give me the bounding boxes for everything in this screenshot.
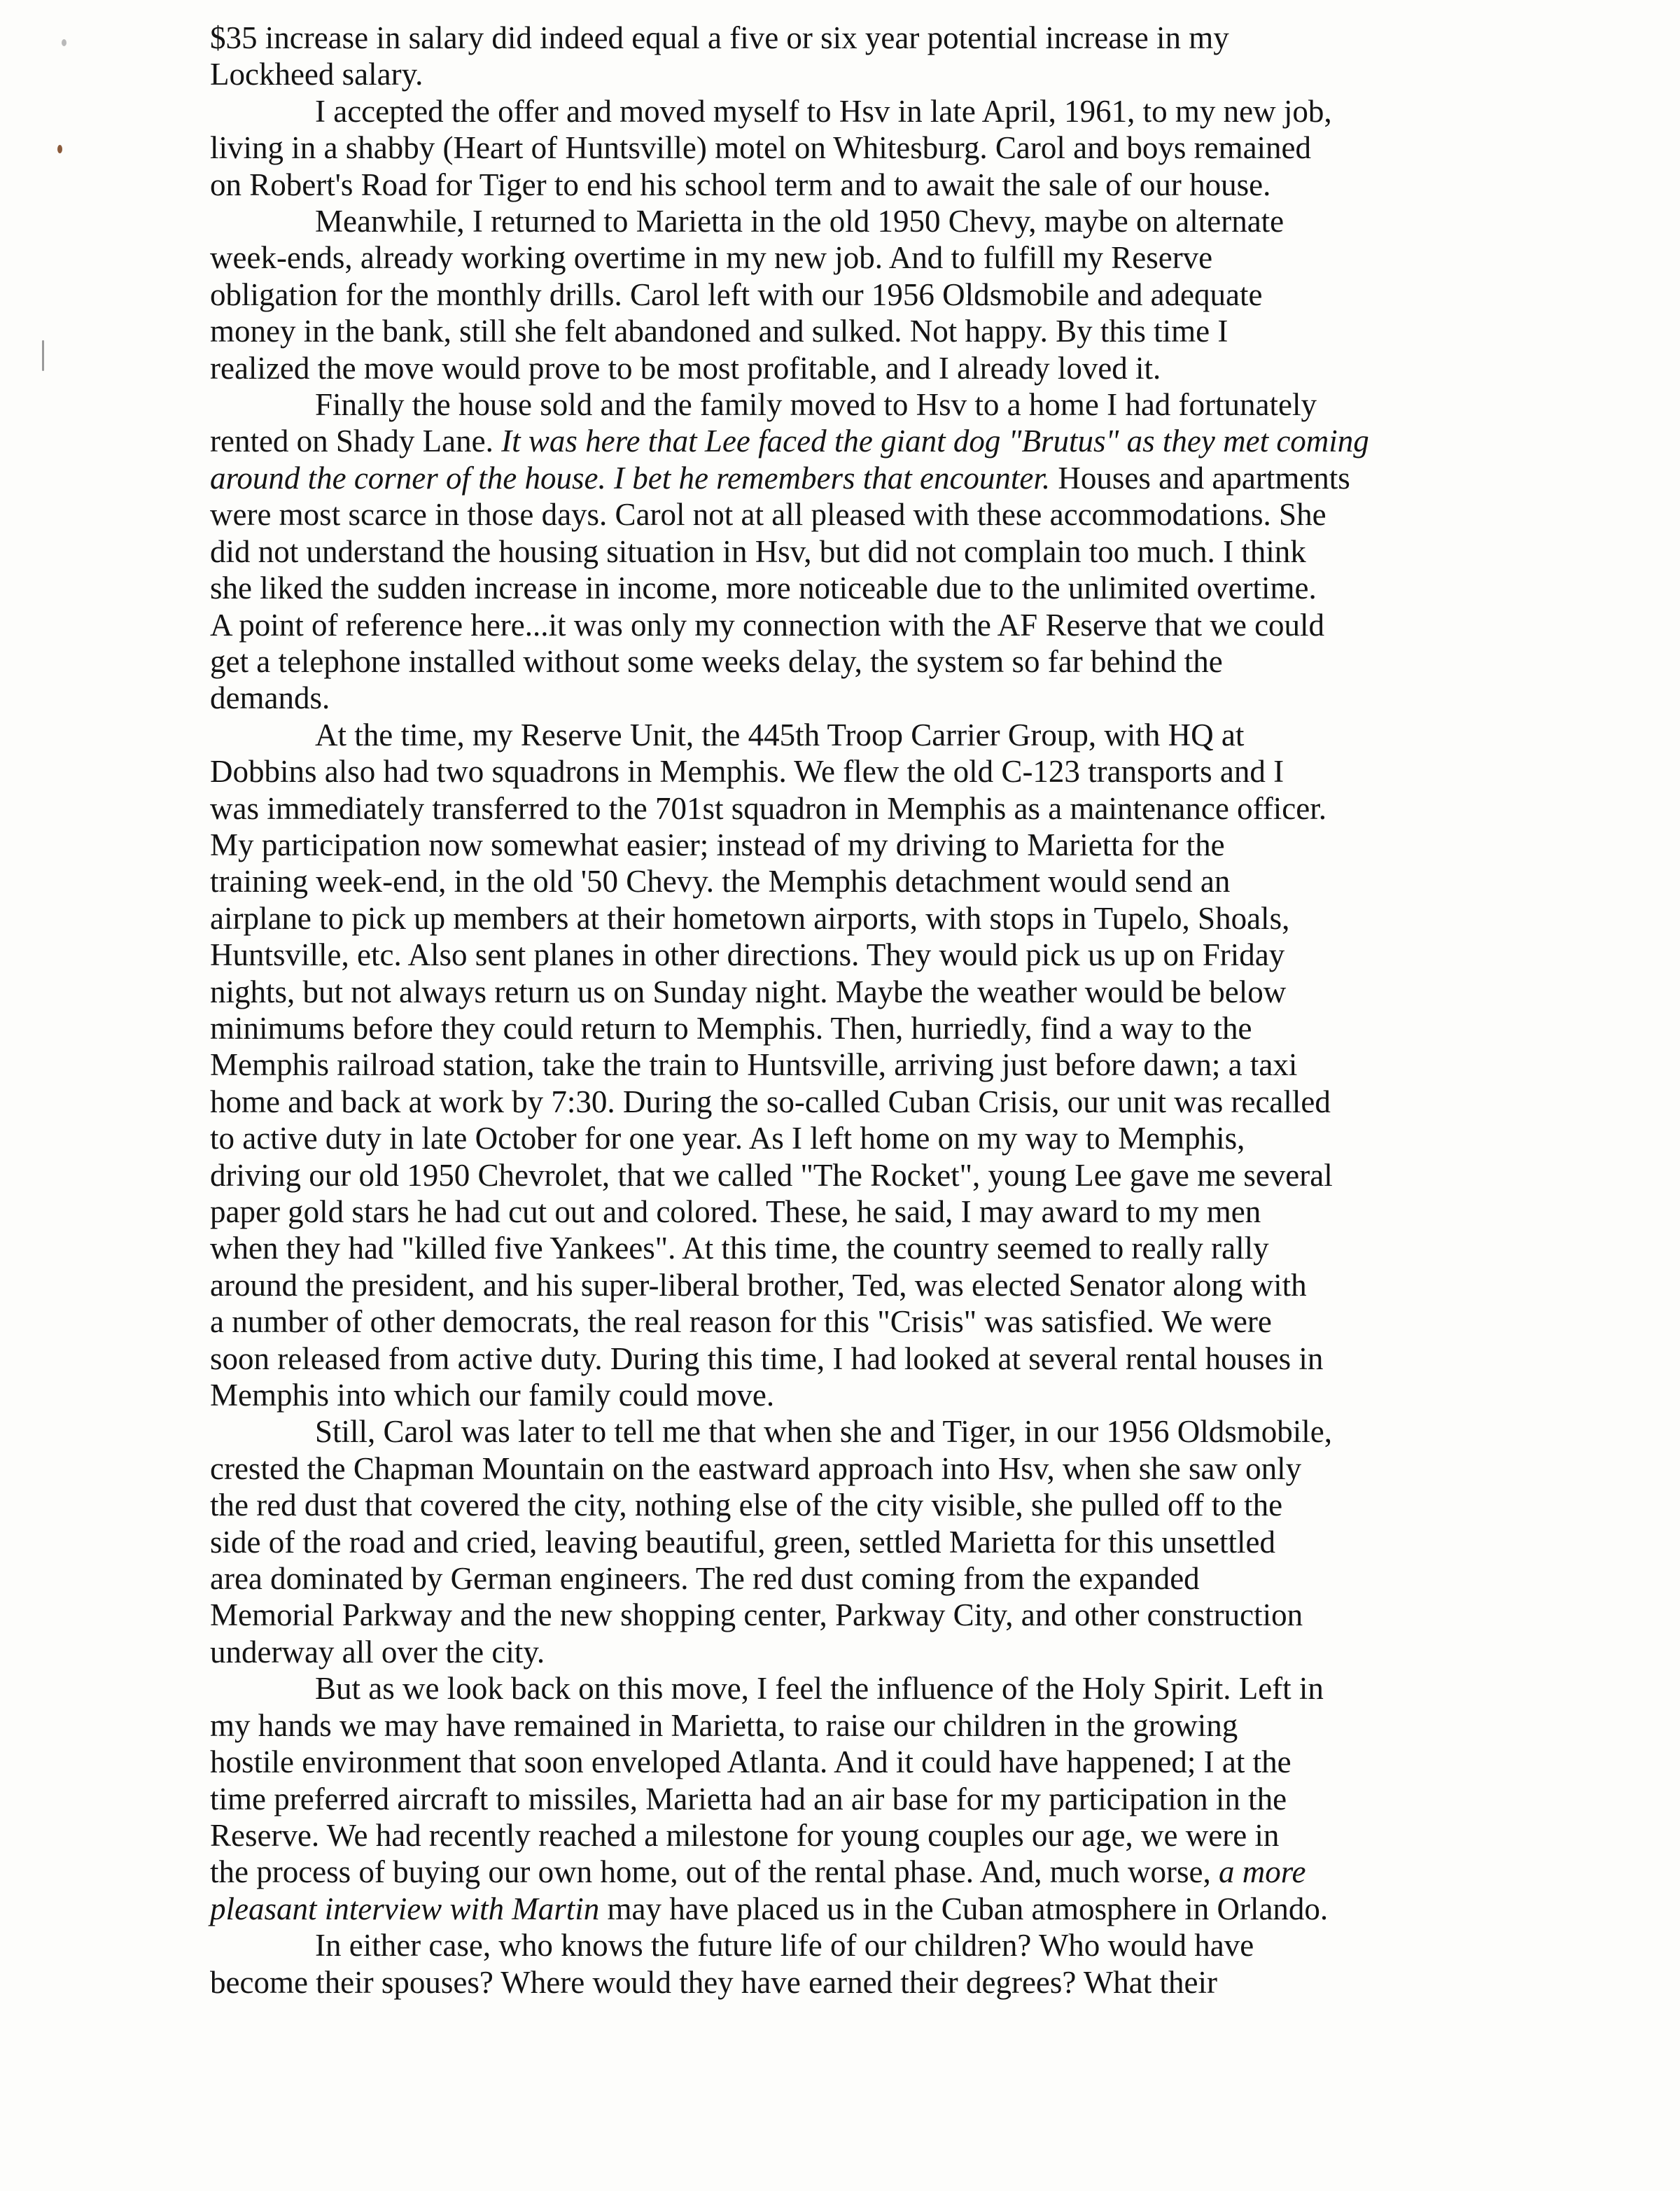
text-line: airplane to pick up members at their hometown airports, with stops in Tupelo, Shoals, [210,900,1290,936]
text-line: Still, Carol was later to tell me that when she and Tiger, in our 1956 Oldsmobile, [315,1414,1333,1450]
text-line: driving our old 1950 Chevrolet, that we called "The Rocket", young Lee gave me several [210,1157,1333,1193]
paragraph [210,1927,1526,2001]
text-line: paper gold stars he had cut out and colored. These, he said, I may award to my men [210,1194,1261,1229]
text-line: Memorial Parkway and the new shopping center, Parkway City, and other construction [210,1597,1303,1633]
page-speck [62,39,66,46]
paragraph [210,386,1526,717]
italic-aside: pleasant interview with Martin [210,1891,600,1926]
text-line: she liked the sudden increase in income, more noticeable due to the unlimited overtime. [210,570,1317,606]
paragraph [210,93,1526,203]
text-line: may have placed us in the Cuban atmosphere in Orlando. [607,1891,1329,1926]
text-line: training week-end, in the old '50 Chevy. the Memphis detachment would send an [210,864,1231,899]
text-line: obligation for the monthly drills. Carol left with our 1956 Oldsmobile and adequate [210,276,1263,312]
page-speck [57,145,62,153]
text-line: become their spouses? Where would they have earned their degrees? What their [210,1964,1217,2000]
text-line: on Robert's Road for Tiger to end his school term and to await the sale of our house. [210,167,1271,202]
text-line: my hands we may have remained in Marietta, to raise our children in the growing [210,1707,1238,1743]
text-line: Lockheed salary. [210,57,424,92]
text-line: Meanwhile, I returned to Marietta in the old 1950 Chevy, maybe on alternate [315,204,1284,239]
text-line: At the time, my Reserve Unit, the 445th Troop Carrier Group, with HQ at [315,717,1245,752]
text-line: minimums before they could return to Memphis. Then, hurriedly, find a way to the [210,1010,1252,1046]
text-line: did not understand the housing situation in Hsv, but did not complain too much. I think [210,533,1306,569]
text-line: A point of reference here...it was only my connection with the AF Reserve that we could [210,607,1325,643]
text-line: a number of other democrats, the real reason for this "Crisis" was satisfied. We were [210,1304,1272,1340]
text-line: Memphis railroad station, take the train to Huntsville, arriving just before dawn; a taxi [210,1047,1298,1083]
text-line: Houses and apartments [1058,460,1350,496]
page-speck [42,340,44,371]
paragraph [210,20,1526,93]
paragraph [210,203,1526,386]
text-line: I accepted the offer and moved myself to Hsv in late April, 1961, to my new job, [315,93,1332,129]
text-line: the process of buying our own home, out of the rental phase. And, much worse, [210,1854,1211,1890]
text-line: But as we look back on this move, I feel the influence of the Holy Spirit. Left in [315,1671,1324,1707]
text-line: get a telephone installed without some weeks delay, the system so far behind the [210,643,1223,679]
text-line: Huntsville, etc. Also sent planes in other directions. They would pick us up on Friday [210,937,1285,973]
paragraph [210,1670,1526,1927]
text-line: money in the bank, still she felt abandoned and sulked. Not happy. By this time I [210,314,1228,349]
paragraph [210,1413,1526,1670]
paragraph [210,717,1526,1414]
body-text [210,20,1526,2001]
italic-aside: around the corner of the house. I bet he remembers that encounter. [210,460,1051,496]
text-line: soon released from active duty. During this time, I had looked at several rental houses in [210,1340,1324,1376]
text-line: living in a shabby (Heart of Huntsville) motel on Whitesburg. Carol and boys remained [210,130,1312,166]
text-line: rented on Shady Lane. [210,424,493,459]
text-line: In either case, who knows the future life of our children? Who would have [315,1928,1254,1963]
text-line: to active duty in late October for one year. As I left home on my way to Memphis, [210,1121,1245,1156]
italic-aside: It was here that Lee faced the giant dog "Brutus" as they met coming [501,424,1369,459]
italic-aside: a more [1218,1854,1306,1890]
text-line: My participation now somewhat easier; instead of my driving to Marietta for the [210,827,1225,862]
text-line: home and back at work by 7:30. During the so-called Cuban Crisis, our unit was recalled [210,1084,1331,1119]
text-line: around the president, and his super-liberal brother, Ted, was elected Senator along with [210,1267,1307,1303]
text-line: Reserve. We had recently reached a milestone for young couples our age, we were in [210,1817,1280,1853]
text-line: demands. [210,680,330,716]
text-line: week-ends, already working overtime in my new job. And to fulfill my Reserve [210,240,1213,276]
text-line: Memphis into which our family could move. [210,1378,775,1413]
text-line: $35 increase in salary did indeed equal a five or six year potential increase in my [210,20,1229,55]
text-line: realized the move would prove to be most profitable, and I already loved it. [210,350,1161,386]
text-line: Finally the house sold and the family moved to Hsv to a home I had fortunately [315,387,1317,423]
text-line: side of the road and cried, leaving beautiful, green, settled Marietta for this unsettled [210,1524,1275,1560]
text-line: when they had "killed five Yankees". At this time, the country seemed to really rally [210,1231,1269,1266]
text-line: area dominated by German engineers. The red dust coming from the expanded [210,1561,1200,1597]
text-line: time preferred aircraft to missiles, Marietta had an air base for my participation in the [210,1781,1287,1816]
text-line: Dobbins also had two squadrons in Memphis. We flew the old C-123 transports and I [210,754,1284,790]
text-line: were most scarce in those days. Carol not at all pleased with these accommodations. She [210,497,1326,533]
text-line: underway all over the city. [210,1634,545,1670]
text-line: was immediately transferred to the 701st squadron in Memphis as a maintenance officer. [210,790,1326,826]
text-line: crested the Chapman Mountain on the eastward approach into Hsv, when she saw only [210,1450,1302,1486]
text-line: the red dust that covered the city, nothing else of the city visible, she pulled off to the [210,1488,1283,1523]
text-line: hostile environment that soon enveloped Atlanta. And it could have happened; I at the [210,1744,1292,1780]
text-line: nights, but not always return us on Sunday night. Maybe the weather would be below [210,974,1287,1009]
